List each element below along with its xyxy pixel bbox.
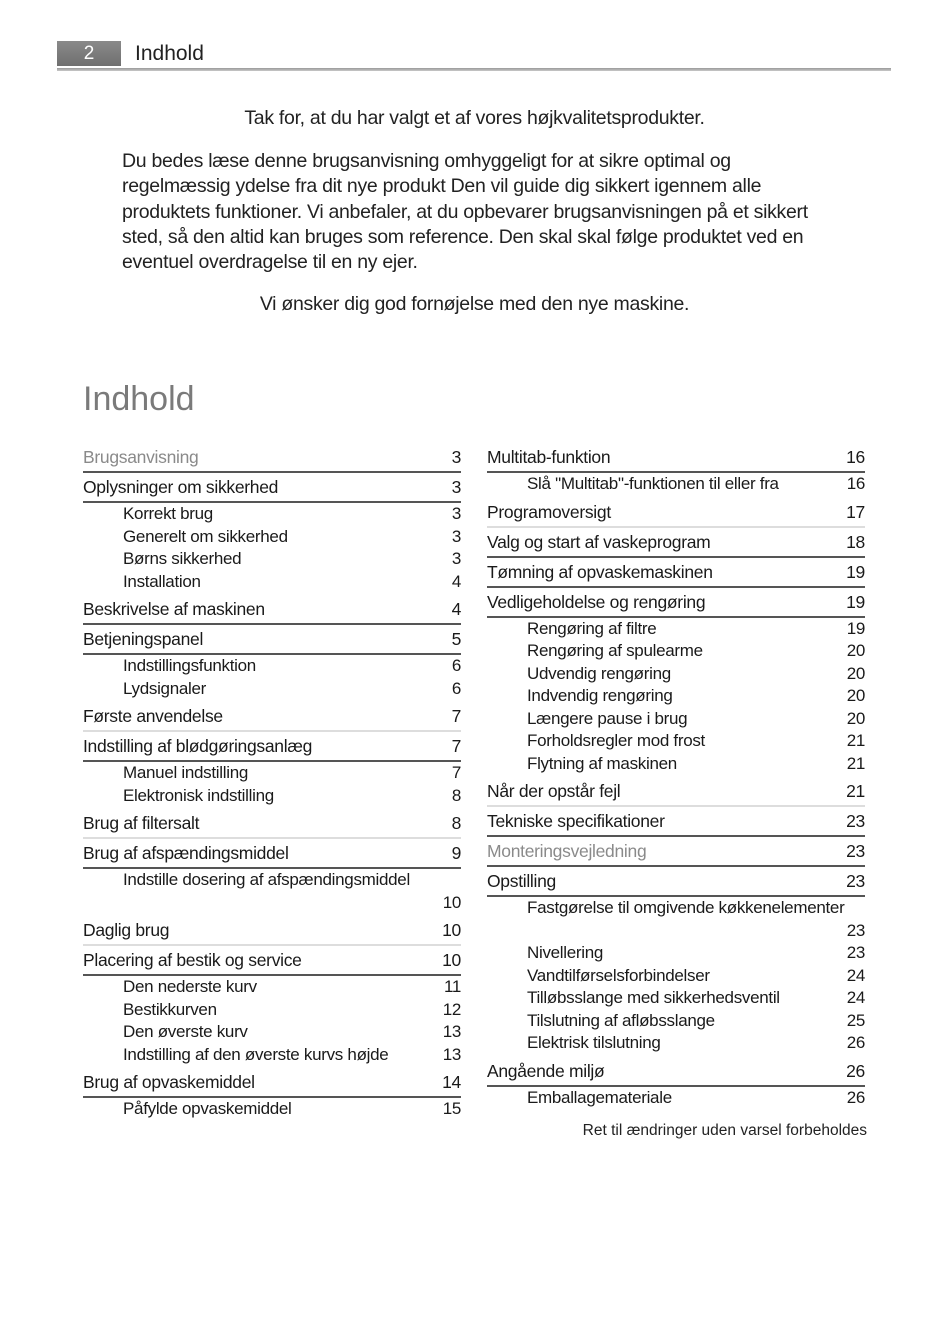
toc-entry-page: 16 (846, 447, 865, 467)
toc-entry-page: 20 (846, 663, 865, 683)
toc-entry-page: 7 (451, 736, 461, 756)
toc-entry-page: 25 (846, 1010, 865, 1030)
intro-paragraph (122, 149, 808, 275)
toc-entry-title: Første anvendelse (83, 706, 223, 726)
toc-subentry[interactable] (487, 473, 865, 496)
toc-entry[interactable] (83, 841, 461, 869)
toc-entry-page: 26 (846, 1033, 865, 1052)
toc-entry-page: 19 (846, 618, 865, 638)
toc-entry-title: Fastgørelse til omgivende køkkenelementer (527, 898, 845, 917)
intro-closing: Vi ønsker dig god fornøjelse med den nye maskine. (259, 293, 690, 315)
toc-subentry[interactable] (83, 976, 461, 999)
toc-entry-title: Brug af afspændingsmiddel (83, 843, 289, 863)
toc-entry-page: 3 (451, 447, 461, 467)
toc-entry[interactable] (487, 500, 865, 528)
toc-right-column (487, 443, 865, 1109)
toc-entry-page: 12 (442, 999, 461, 1019)
toc-entry-page: 7 (451, 763, 461, 782)
toc-entry-title: Vandtilførselsforbindelser (527, 965, 710, 985)
toc-entry-title: Indstille dosering af afspændingsmiddel (123, 870, 410, 889)
toc-entry-page: 3 (451, 549, 461, 568)
intro-line: regelmæssig ydelse fra dit nye produkt Den vil guide dig sikkert igennem alle (122, 175, 762, 198)
toc-entry-page: 20 (846, 708, 865, 728)
toc-entry-page: 13 (442, 1022, 461, 1041)
toc-section-heading[interactable] (83, 445, 461, 473)
toc-subentry[interactable] (83, 571, 461, 594)
toc-entry-page: 16 (846, 474, 865, 493)
toc-entry-title: Slå "Multitab"-funktionen til eller fra (527, 474, 779, 493)
toc-entry-page: 6 (451, 656, 461, 675)
toc-subentry[interactable] (83, 1021, 461, 1044)
toc-entry-title: Tilslutning af afløbsslange (527, 1010, 715, 1030)
toc-entry[interactable] (487, 809, 865, 837)
toc-subentry[interactable] (83, 548, 461, 571)
toc-entry[interactable] (83, 475, 461, 503)
toc-subentry[interactable] (487, 618, 865, 641)
toc-entry-title: Emballagemateriale (527, 1087, 672, 1107)
toc-entry[interactable] (487, 590, 865, 618)
toc-entry-title: Beskrivelse af maskinen (83, 599, 265, 619)
toc-entry-title: Multitab-funktion (487, 447, 611, 467)
toc-entry-title: Længere pause i brug (527, 708, 688, 728)
toc-subentry[interactable] (83, 1044, 461, 1067)
toc-entry-title: Nivellering (527, 943, 604, 962)
toc-entry[interactable] (83, 734, 461, 762)
toc-subentry[interactable] (487, 965, 865, 988)
toc-entry-title: Forholdsregler mod frost (527, 731, 705, 750)
toc-entry-page: 21 (846, 781, 865, 801)
toc-entry-title: Valg og start af vaskeprogram (487, 531, 711, 552)
toc-entry-title: Brugsanvisning (83, 447, 199, 467)
toc-entry-title: Den øverste kurv (123, 1022, 248, 1041)
toc-entry-title: Indstilling af den øverste kurvs højde (123, 1044, 389, 1064)
toc-subentry[interactable] (487, 1032, 865, 1055)
toc-entry-page: 20 (846, 686, 865, 705)
toc-subentry[interactable] (83, 503, 461, 526)
toc-subentry[interactable] (83, 655, 461, 678)
toc-entry-title: Brug af opvaskemiddel (83, 1072, 255, 1092)
toc-subentry[interactable] (487, 730, 865, 753)
toc-entry-page: 10 (442, 950, 461, 970)
toc-entry-title: Udvendig rengøring (527, 663, 671, 683)
toc-entry-page: 23 (846, 871, 865, 891)
toc-entry-title: Påfylde opvaskemiddel (123, 1099, 292, 1118)
toc-entry-page: 6 (451, 678, 461, 698)
toc-entry-page: 23 (846, 943, 865, 962)
toc-entry-page: 21 (846, 753, 865, 773)
toc-entry[interactable] (83, 948, 461, 976)
toc-subentry[interactable] (487, 942, 865, 965)
toc-entry-page: 19 (846, 561, 865, 582)
toc-entry[interactable] (487, 560, 865, 588)
toc-entry-title: Flytning af maskinen (527, 753, 677, 773)
toc-entry-page: 3 (451, 526, 461, 546)
toc-left-column (83, 443, 461, 1121)
toc-entry-page: 23 (846, 920, 865, 940)
toc-subentry[interactable] (83, 999, 461, 1022)
toc-entry-page: 24 (846, 988, 865, 1007)
toc-section-heading[interactable] (487, 839, 865, 867)
toc-entry[interactable] (487, 530, 865, 558)
toc-subentry[interactable] (487, 663, 865, 686)
toc-subentry[interactable] (487, 987, 865, 1010)
toc-entry-title: Vedligeholdelse og rengøring (487, 591, 706, 612)
intro-line: produktets funktioner. Vi anbefaler, at du opbevarer brugsanvisningen på et sikkert (122, 200, 808, 223)
toc-entry-page: 17 (846, 501, 865, 522)
toc-entry-page: 26 (846, 1087, 865, 1107)
toc-entry-title: Programoversigt (487, 501, 611, 522)
toc-subentry[interactable] (83, 678, 461, 701)
toc-entry-page: 13 (442, 1044, 461, 1064)
toc-entry-page: 15 (442, 1099, 461, 1118)
toc-entry-title: Brug af filtersalt (83, 813, 200, 833)
toc-subentry[interactable] (487, 753, 865, 776)
toc-entry-title: Elektrisk tilslutning (527, 1033, 661, 1052)
toc-subentry[interactable] (83, 785, 461, 808)
toc-entry-title: Indstillingsfunktion (123, 656, 256, 675)
toc-entry-title: Generelt om sikkerhed (123, 526, 288, 546)
toc-subentry[interactable] (83, 1098, 461, 1121)
toc-entry-title: Indstilling af blødgøringsanlæg (83, 736, 313, 756)
toc-subentry[interactable] (487, 708, 865, 731)
toc-entry-title: Monteringsvejledning (487, 841, 647, 861)
toc-entry-title: Indvendig rengøring (527, 686, 673, 705)
toc-entry[interactable] (83, 627, 461, 655)
toc-entry-title: Daglig brug (83, 920, 170, 940)
toc-entry-title: Tilløbsslange med sikkerhedsventil (527, 988, 780, 1007)
toc-entry-title: Placering af bestik og service (83, 950, 302, 970)
toc-entry-title: Når der opstår fejl (487, 781, 621, 801)
toc-entry-page: 20 (846, 641, 865, 660)
toc-entry-page: 10 (442, 892, 461, 912)
toc-subentry[interactable] (83, 762, 461, 785)
toc-entry-page: 7 (451, 706, 461, 726)
toc-entry-title: Rengøring af spulearme (527, 641, 703, 660)
toc-entry[interactable] (487, 779, 865, 807)
toc-entry-title: Tømning af opvaskemaskinen (487, 561, 713, 582)
toc-subentry[interactable] (487, 897, 865, 942)
toc-entry[interactable] (83, 918, 461, 946)
toc-entry-page: 19 (846, 591, 865, 612)
intro-line: eventuel overdragelse til en ny ejer. (122, 251, 418, 274)
toc-entry[interactable] (487, 445, 865, 473)
toc-entry-title: Børns sikkerhed (123, 549, 242, 568)
running-header: Indhold (135, 42, 204, 65)
intro-line: Du bedes læse denne brugsanvisning omhyggeligt for at sikre optimal og (122, 150, 731, 172)
toc-entry-page: 10 (442, 920, 461, 940)
toc-entry-title: Rengøring af filtre (527, 618, 657, 638)
intro-line: sted, så den altid kan bruges som reference. Den skal skal følge produktet ved en (122, 225, 804, 248)
toc-entry-page: 26 (846, 1060, 865, 1081)
footer-note: Ret til ændringer uden varsel forbeholdes (582, 1122, 867, 1139)
toc-subentry[interactable] (487, 1010, 865, 1033)
toc-entry-title: Angående miljø (487, 1060, 605, 1081)
toc-entry-page: 3 (451, 477, 461, 497)
toc-entry-title: Betjeningspanel (83, 629, 204, 649)
toc-entry-page: 8 (451, 813, 461, 833)
toc-entry-page: 11 (443, 977, 461, 996)
page-number-badge: 2 (57, 41, 121, 66)
toc-entry-page: 3 (451, 504, 461, 523)
toc-entry-page: 21 (846, 731, 865, 750)
toc-entry-title: Den nederste kurv (123, 977, 257, 996)
header-rule (57, 68, 891, 71)
toc-entry-page: 14 (442, 1072, 461, 1092)
toc-title: Indhold (83, 380, 195, 418)
toc-entry-title: Manuel indstilling (123, 763, 249, 782)
toc-entry[interactable] (487, 869, 865, 897)
toc-subentry[interactable] (487, 640, 865, 663)
intro-thanks: Tak for, at du har valgt et af vores højkvalitetsprodukter. (244, 107, 705, 129)
toc-entry-title: Tekniske specifikationer (487, 811, 665, 831)
toc-entry-page: 4 (451, 571, 461, 591)
toc-entry-title: Elektronisk indstilling (123, 785, 274, 805)
toc-entry[interactable] (83, 811, 461, 839)
toc-entry-page: 18 (846, 531, 865, 552)
toc-entry-title: Installation (123, 571, 201, 591)
toc-entry[interactable] (83, 1070, 461, 1098)
toc-entry-page: 9 (451, 843, 461, 863)
toc-entry-page: 4 (451, 599, 461, 619)
toc-entry-page: 5 (451, 629, 461, 649)
toc-entry-page: 8 (451, 785, 461, 805)
toc-subentry[interactable] (487, 685, 865, 708)
toc-entry-page: 24 (846, 965, 865, 985)
toc-entry-page: 23 (846, 811, 865, 831)
toc-entry[interactable] (83, 597, 461, 625)
toc-entry[interactable] (83, 704, 461, 732)
toc-entry-title: Korrekt brug (123, 504, 213, 523)
toc-entry-title: Lydsignaler (123, 678, 207, 698)
toc-subentry[interactable] (83, 526, 461, 549)
toc-subentry[interactable] (83, 869, 461, 914)
toc-entry-title: Oplysninger om sikkerhed (83, 477, 279, 497)
toc-subentry[interactable] (487, 1087, 865, 1110)
toc-entry-page: 23 (846, 841, 865, 861)
toc-entry[interactable] (487, 1059, 865, 1087)
toc-entry-title: Bestikkurven (123, 999, 217, 1019)
toc-entry-title: Opstilling (487, 871, 556, 891)
